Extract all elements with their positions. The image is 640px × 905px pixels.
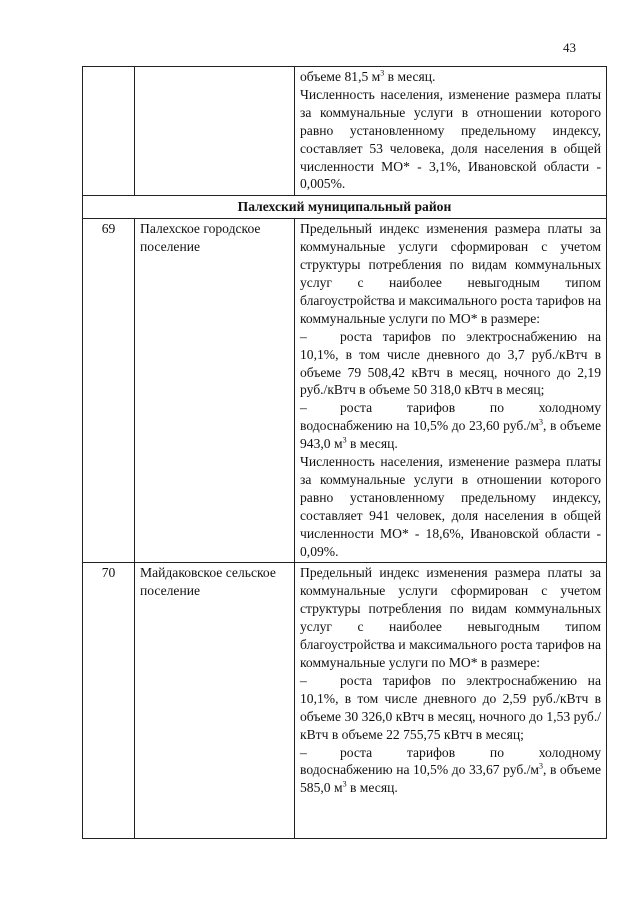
electric-text: – роста тарифов по электроснабжению на 10,1%, в том числе дневного до 2,59 руб./кВтч в объеме 30 326,0 кВтч в месяц, ночного до 1,53 руб./кВтч в объеме 22 755,75 кВтч в месяц; xyxy=(300,672,601,742)
volume-text: объеме 81,5 $м^3$ в месяц. xyxy=(300,68,436,84)
row-number: 69 xyxy=(83,219,135,563)
settlement-name: Майдаковское сельское поселение xyxy=(135,563,295,839)
description-cell xyxy=(295,563,607,839)
name-cell xyxy=(135,67,295,196)
number-cell xyxy=(83,67,135,196)
section-header-row xyxy=(83,196,607,219)
table-row xyxy=(83,219,607,563)
tariff-table xyxy=(82,66,607,839)
electric-text: – роста тарифов по электроснабжению на 10,1%, в том числе дневного до 3,7 руб./кВтч в объеме 79 508,42 кВтч в месяц, ночного до 2,19 руб./кВтч в объеме 50 318,0 кВтч в месяц; xyxy=(300,328,601,398)
intro-text: Предельный индекс изменения размера платы за коммунальные услуги сформирован с учетом структуры потребления по видам коммунальных услуг с наиболее невыгодным типом благоустройства и максимального роста тарифов на коммунальные услуги по МО* в размере: xyxy=(300,221,601,326)
row-number: 70 xyxy=(83,563,135,839)
page-number: 43 xyxy=(563,40,576,55)
table-row xyxy=(83,67,607,196)
population-text: Численность населения, изменение размера платы за коммунальные услуги в отношении которого равно установленному предельному индексу, составляет 941 человек, доля населения в общей численности МО* - 18,6%, Ивановской области - 0,09%. xyxy=(300,454,601,559)
intro-text: Предельный индекс изменения размера платы за коммунальные услуги сформирован с учетом структуры потребления по видам коммунальных услуг с наиболее невыгодным типом благоустройства и максимального роста тарифов на коммунальные услуги по МО* в размере: xyxy=(300,565,601,670)
water-text: – роста тарифов по холодному водоснабжению на 10,5% до 23,60 $руб./м^3$, в объеме 943,0 $м^3$ в месяц. xyxy=(300,400,602,452)
water-text: – роста тарифов по холодному водоснабжению на 10,5% до 33,67 $руб./м^3$, в объеме 585,0 $м^3$ в месяц. xyxy=(300,744,602,796)
table-row xyxy=(83,563,607,839)
description-cell xyxy=(295,67,607,196)
population-text: Численность населения, изменение размера платы за коммунальные услуги в отношении которого равно установленному предельному индексу, составляет 53 человека, доля населения в общей численности МО* - 3,1%, Ивановской области - 0,005%. xyxy=(300,86,601,192)
description-cell xyxy=(295,219,607,563)
section-title: Палехский муниципальный район xyxy=(83,196,607,219)
settlement-name: Палехское городское поселение xyxy=(135,219,295,563)
